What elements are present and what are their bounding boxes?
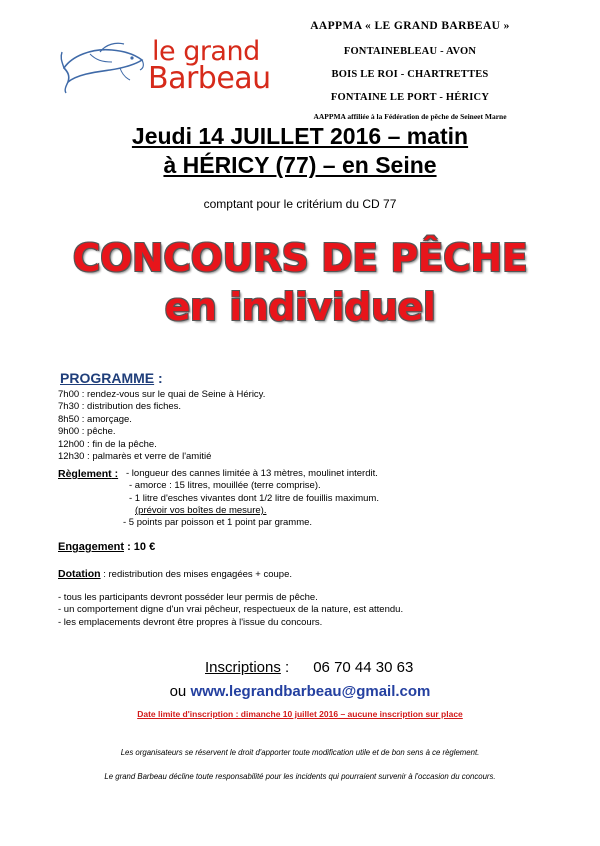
inscriptions-phone[interactable]: 06 70 44 30 63 [313, 659, 414, 676]
inscriptions-line [205, 659, 413, 676]
condition-item: - un comportement digne d'un vrai pêcheur, respectueux de la nature, est attendu. [58, 604, 404, 616]
rule-line: - longueur des cannes limitée à 13 mètres, moulinet interdit. [126, 468, 378, 479]
engagement-line [58, 541, 155, 553]
club-location-1: FONTAINEBLEAU - AVON [343, 46, 477, 57]
programme-list [58, 389, 265, 463]
rule-line: - amorce : 15 litres, mouillée (terre comprise). [129, 480, 321, 492]
disclaimer-2: Le grand Barbeau décline toute responsabilité pour les incidents qui pourraient survenir à l'occasion du concours. [104, 772, 496, 781]
club-location-3: FONTAINE LE PORT - HÉRICY [330, 92, 490, 103]
dotation-text: : redistribution des mises engagées + coupe. [100, 569, 293, 580]
programme-item: 7h30 : distribution des fiches. [58, 401, 182, 413]
engagement-fee: 10 € [133, 541, 156, 553]
reglement-heading [58, 468, 118, 480]
engagement-colon: : [124, 541, 134, 553]
logo-text-line2: Barbeau [148, 61, 271, 96]
email-line [0, 683, 600, 700]
rule-line: (prévoir vos boîtes de mesure). [135, 504, 267, 516]
banner-title: CONCOURS DE PÊCHE [72, 236, 528, 280]
dotation-label: Dotation [58, 568, 101, 580]
condition-item: - les emplacements devront être propres à l'issue du concours. [58, 616, 323, 628]
condition-item: - tous les participants devront posséder leur permis de pêche. [58, 592, 318, 603]
club-location-2: BOIS LE ROI - CHARTRETTES [331, 69, 489, 80]
conditions-list [58, 592, 403, 629]
registration-deadline: Date limite d'inscription : dimanche 10 juillet 2016 – aucune inscription sur place [137, 709, 463, 719]
programme-item: 9h00 : pêche. [58, 426, 116, 438]
programme-item: 12h30 : palmarès et verre de l'amitié [58, 451, 212, 463]
inscriptions-label: Inscriptions [205, 659, 281, 676]
programme-colon: : [154, 370, 163, 386]
reglement-label: Règlement [58, 468, 112, 480]
club-header [280, 20, 540, 121]
logo-text-line1: le grand [152, 36, 260, 67]
inscriptions-colon: : [280, 659, 290, 676]
event-subtitle: comptant pour le critérium du CD 77 [203, 197, 397, 211]
rule-line: - 1 litre d'esches vivantes dont 1/2 litre de fouillis maximum. [129, 492, 379, 504]
programme-item: 12h00 : fin de la pêche. [58, 438, 157, 450]
fish-icon [60, 38, 152, 94]
engagement-label: Engagement [58, 541, 125, 553]
reglement-colon: : [111, 468, 119, 480]
reglement-rules [123, 468, 456, 529]
event-date-heading: Jeudi 14 JUILLET 2016 – matin [131, 123, 469, 149]
programme-item: 7h00 : rendez-vous sur le quai de Seine à Héricy. [58, 389, 266, 400]
event-place-heading: à HÉRICY (77) – en Seine [163, 152, 437, 178]
email-link[interactable]: www.legrandbarbeau@gmail.com [190, 683, 431, 700]
programme-heading [60, 370, 163, 386]
dotation-line [58, 568, 292, 580]
disclaimer-1: Les organisateurs se réservent le droit d'apporter toute modification utile et de bon sens à ce règlement. [120, 748, 480, 757]
programme-item: 8h50 : amorçage. [58, 413, 132, 425]
programme-label: PROGRAMME [60, 370, 155, 386]
banner-subtitle: en individuel [164, 285, 436, 329]
club-name: AAPPMA « LE GRAND BARBEAU » [310, 20, 510, 32]
club-affiliation: AAPPMA affiliée à la Fédération de pêche de Seineet Marne [313, 112, 507, 121]
club-logo [60, 30, 270, 100]
email-prefix: ou [169, 683, 191, 700]
rule-line: - 5 points par poisson et 1 point par gramme. [123, 517, 313, 529]
